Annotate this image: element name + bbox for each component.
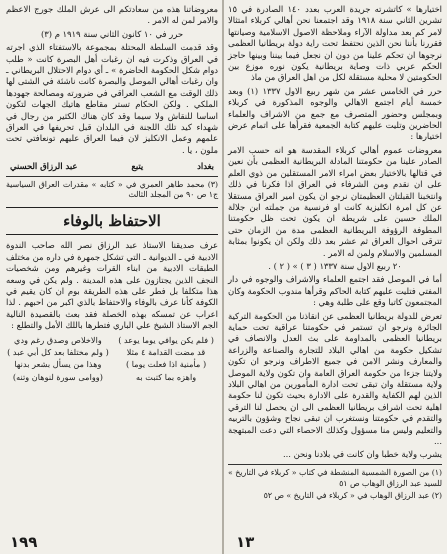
hemistich: وهذا من يسأل بشعر بدنها (14, 359, 102, 370)
signature-row (10, 161, 214, 172)
page-number: ١٩٩ (10, 532, 38, 551)
poem-verse (6, 335, 218, 346)
hemistich: ( فلم يكن يوافي يوما يوعد ) (118, 334, 214, 345)
paragraph: معروضات عموم أهالي كربلاء المقدسة هو انه حسب الامر الصادر علينا من حكومتنا المادلة البريطانية العظمى بأن نعين في قتالها بالاختيار بعض امراء الامر المستقلين من ذوي العلم على ان نقدم ومن الشرفاء في العراق اذا فكرنا في ذلك وانتخبنا القبلتان العظيمتان نرجو ان يكون امير العراق مستقلا عن كل امرة انكليزية كانت او فرنسية من جملته ابن جلالة الملك حسين على شريطة ان يكون تحت ظل حكومتنا المطوفة الرؤوفة البريطانية العظمى مدة من الزمان حتى تترقى احوال العراق ثم عشر بعد ذلك ولكن ان يكونوا بمثابة المسلمين والاسلام ولمن له الامر . (228, 144, 442, 258)
poem-verse (6, 359, 218, 370)
hemistich: (ووامى سورة لنوهان وتنه) (12, 371, 103, 382)
paragraph: يشرب ولاية خطبا وان كانت في بلادنا ونحن ... (282, 449, 442, 460)
date-line: حرر في ١٠ كانون الثاني سنة ١٩١٩ م (٣) (40, 28, 184, 39)
date-line: ٢٠ ربيع الاول سنة ١٣٣٧ ( ٣ ) » ( ٢ ) . (268, 260, 402, 271)
paragraph: تعرض للدولة بريطانيا العظمى عن انقاذنا من الحكومة التركية الجائرة ونرجو ان تستمر في حكومتنا عراقية تحت حماية بريطانيا العظمى بالمداومة على بث العدل والانصاف في تشكيل حكومة من اهالي البلاد للتجارة والصناعة والزراعة والمعارف ونشر الامن في جميع الاطراف ونرجو ان تكون ولايتنا جزءا من حكومة العراق العامة وان تكون ولاية الموصل ولاية مستقلة وان تبقى تحت ادارة المأمورين من اهالي البلاد الذين لهم الكفاية والقدرة على الادارة بحيث تكون لنا حكومة اهلية تحت اشراف بريطانيا العظمى الى ان يحصل لنا الترقي والتقدم في حكومتنا ونستغرب ان تبقى نجاح وشؤون بالتربيه والتعليم وليس منا مسؤول وكذلك الاحصاء التي دعت المبتهجة ... (228, 310, 442, 447)
book-fold (222, 0, 224, 554)
footnote: (٢) عبد الرزاق الوهاب في « كربلاء في التاريخ » ص ٥٢ (263, 491, 442, 501)
footnote: (٣) محمد طاهر العمري في « كتابه » مقدرات العراق السياسية ج١ ص ٩٠ من المجلد الثالث (6, 179, 218, 200)
footnote: (١) من الصورة الشمسية المنشطة في كتاب « كربلاء في التاريخ » للسيد عبد الرزاق الوهاب ص ٥١ (228, 467, 442, 488)
poem (6, 335, 218, 384)
hemistich: واهزه بما كتبت به (135, 371, 197, 382)
signature-place: بغداد (197, 161, 214, 172)
left-page (6, 4, 218, 550)
paragraph: وقد قدمت السلطة المحتلة بمجموعة بالاستفتاء الذي اجرته في العراق وذكرت فيه ان رغبات أهل البصرة كانت « طلب دوام شكل الحكومة الحاضرة » ـ أي دوام الاحتلال البريطاني ـ وان رغبات أهالي الموصل والبصرة كانت ناشئة في الشتى لها ذلك الوقت مع الشعب العراقي في ضرورته ومصالحة جهودها الملكي . ولكن الحكام تستر مقاطع هاتيك الجهات لتكون اساسا للنقاش ولا سيما وقد كان هناك الكثير من رجال في شهداء كيد تلك اللجنة في البلدان قبل تحريفها في العراق علمهم وعمل الانكليز لان فيما العراق عليهم تونعافتي تحت ملون ، يا . (6, 42, 218, 155)
hemistich: قد مضت القدامة ٤ مثلا (126, 346, 206, 357)
author-name: عبد الرزاق الحسني (10, 161, 78, 172)
poem-verse (6, 347, 218, 358)
footnote-divider (228, 464, 442, 465)
right-page (228, 4, 442, 550)
footnote-divider (6, 176, 218, 177)
paragraph: معروضاتنا هذه من سعادتكم الى عرش الملك جورج الاعظم والامر لمن له الامر . (6, 4, 218, 26)
paragraph: اختيارها » كاتشرته جريدة العرب بعدد ١٤٠ الصادرة في ١٥ تشرين الثاني سنة ١٩١٨ وقد اجتمعنا نحن أهالي كربلاء امتثالا لامر كم بعد مداولة الآراء وملاحظة الاصول الاسلامية وصيانتها فقررنا بأننا نحن الذين نحتفظ تحت راية دولة بريطانيا العظمى نرجوها ان تحكم علينا من دون ان نجعل فيما بيننا وبينها حاجز الحكم عربي ذات وصاية بريطانية يكون نوره موزع بين الحكومتين لا محلية مستقلة لكل من اهل العراق من ماذ (228, 4, 443, 83)
poem-verse (6, 372, 218, 383)
article-paragraph: عرف صديقنا الاستاذ عبد الرزاق نصر الله صاحب الندوة الادبية في ـ الديوانية ـ التي تشكل جمهرة في داره من مختلف الطبقات الادبية من ابناء القرات وغيرهم ومن شخصيات النجف الذين يجتازون على هذه المدينة . ولم يكن في وسعه هذا متكلفا بل فطر على هذه الطريقة بوم ان كان يقيم في الكوفة كأنا عرف بالوفاء والاحتفاظ بالذي اكبر من احبهم . لذا اعراب عن تمسكه بهذه الخصلة فقد بعث بالقصيدة النالية الجم الاستاذ الشيخ علي الباري فتطرها باللك الأمل والتطلع : (6, 240, 218, 331)
paragraph: حرر في الخامس عشر من شهر ربيع الاول ١٣٣٧ (١) وبعد خمسة أيام اجتمع الاهالي والوجوه المذكورة في كربلاء وبمجلس وحضور المتصرف مع جمع من الاشراف والعلماء الحاضرين وتليت عليهم كتابة الجمعية فقرأها على اتمام عرض اختيارها : (228, 85, 442, 142)
article-title: الاحتفاظ بالوفاء (6, 207, 218, 235)
hemistich: والاخلاص وصدق رغم ودي (14, 334, 102, 345)
paragraph: أما في الموصل فقد اجتمع العلماء والاشراف والوجوه في دار المفتي فتليت عليهم كتابة الحاكم وقرأها مندوب الحكومة وكان المجتمعون كاتبا وقع على طلبة وهي : (228, 274, 442, 308)
hemistich: ( مأمنية اذا فعلت يوما ) (125, 359, 207, 370)
hemistich: ( ولم مختلفا بعد كل أبي عبد ) (7, 346, 109, 357)
page-number: ١٣ (236, 532, 255, 551)
continued-mark: يتبع (131, 161, 144, 172)
